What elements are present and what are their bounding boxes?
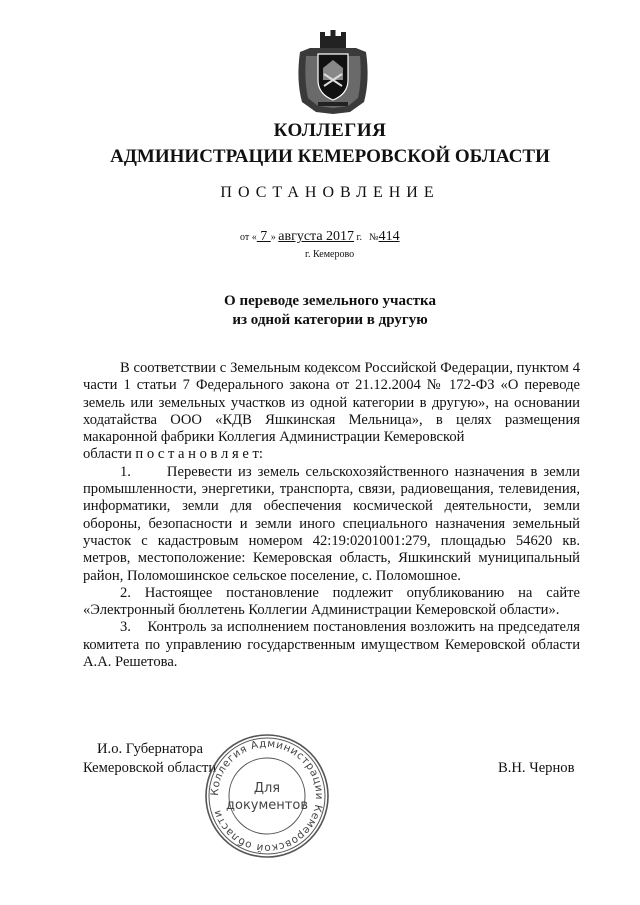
date-month-year: августа 2017 [278,229,355,244]
coat-of-arms-emblem [296,30,370,114]
stamp-ring-text: Коллегия Администрации Кемеровской области [208,737,326,855]
official-stamp [203,732,331,860]
document-body [83,360,580,671]
date-year-suffix: г. [354,232,363,243]
item-1: 1. Перевести из земель сельскохозяйственного назначения в земли промышленности, энергетики, транспорта, связи, радиовещания, телевидения, информатики, земли для обеспечения космической деятельности, земли обороны, безопасности и земли иного специального назначения земельный участок с кадастровым номером 42:19:0201001:279, площадью 54620 кв. метров, местоположение: Кемеровская область, Яшкинский муниципальный район, Поломошинское сельское поселение, с. Поломошное. [83,463,580,584]
document-subject [0,292,640,330]
subject-line1: О переводе земельного участка [224,293,436,309]
resolves-line: области п о с т а н о в л я е т: [83,446,263,463]
preamble-paragraph: В соответствии с Земельным кодексом Российской Федерации, пунктом 4 части 1 статьи 7 Федерального закона от 21.12.2004 № 172-ФЗ «О переводе земель или земельных участков из одной категории в другую», на основании ходатайства ООО «КДВ Яшкинская Мельница», в целях размещения макаронной фабрики Коллегия Администрации Кемеровской [83,360,580,446]
signatory-title-line1: И.о. Губернатора [97,741,203,757]
signatory-name: В.Н. Чернов [498,760,575,776]
document-number: 414 [378,229,400,244]
stamp-center-line1: Для [253,781,281,796]
org-title-line1: КОЛЛЕГИЯ [273,120,387,141]
date-mid: » [270,232,279,243]
item-3: 3. Контроль за исполнением постановления возложить на председателя комитета по управлению государственным имуществом Кемеровской области А.А. Решетова. [83,619,580,671]
date-prefix: от « [240,232,257,243]
stamp-center-line2: документов [226,798,308,813]
item-2: 2. Настоящее постановление подлежит опубликованию на сайте «Электронный бюллетень Коллегии Администрации Кемеровской области». [83,584,580,619]
date-number-line [240,229,400,245]
signatory-title-line2: Кемеровской области [83,760,217,776]
date-day: 7 [256,229,271,244]
subject-line2: из одной категории в другую [232,312,428,328]
document-type: ПОСТАНОВЛЕНИЕ [220,184,440,201]
org-title-line2: АДМИНИСТРАЦИИ КЕМЕРОВСКОЙ ОБЛАСТИ [110,146,550,167]
number-label: № [369,232,379,243]
city: г. Кемерово [305,249,355,260]
